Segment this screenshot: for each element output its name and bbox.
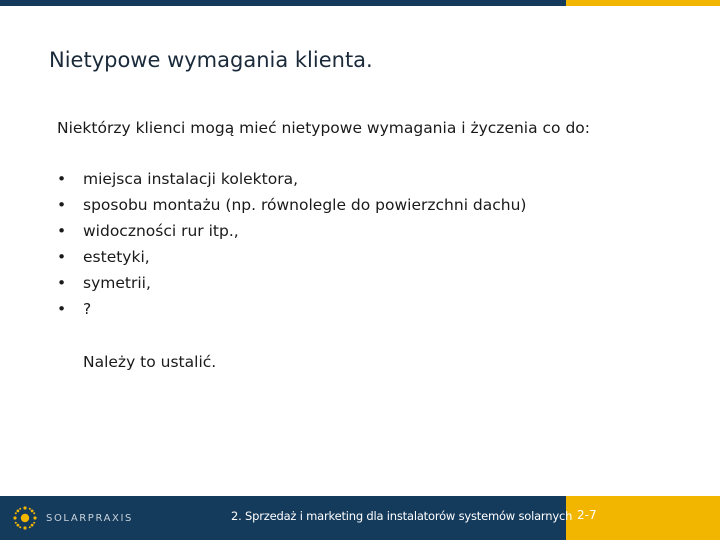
bullet-dot: • <box>57 170 67 188</box>
note-text: Należy to ustalić. <box>83 353 217 371</box>
footer-caption: 2. Sprzedaż i marketing dla instalatorów systemów solarnych <box>231 509 573 523</box>
logo-text: SOLARPRAXIS <box>46 512 133 524</box>
slide-title: Nietypowe wymagania klienta. <box>49 48 373 72</box>
bullet-text: estetyki, <box>83 248 150 266</box>
page-number: 2-7 <box>577 508 597 522</box>
bullet-text: widoczności rur itp., <box>83 222 239 240</box>
intro-text: Niektórzy klienci mogą mieć nietypowe wymagania i życzenia co do: <box>57 119 591 137</box>
footer-bar <box>0 496 720 540</box>
bullet-text: symetrii, <box>83 274 151 292</box>
bullet-dot: • <box>57 300 67 318</box>
top-bar-gold <box>566 0 720 6</box>
bullet-text: ? <box>83 300 92 318</box>
bullet-text: sposobu montażu (np. równolegle do powierzchni dachu) <box>83 196 527 214</box>
top-accent-bar <box>0 0 720 6</box>
sun-icon <box>12 505 38 531</box>
solarpraxis-logo <box>12 505 133 531</box>
bullet-text: miejsca instalacji kolektora, <box>83 170 299 188</box>
bullet-dot: • <box>57 196 67 214</box>
bullet-dot: • <box>57 248 67 266</box>
bullet-dot: • <box>57 222 67 240</box>
top-bar-navy <box>0 0 566 6</box>
bullet-dot: • <box>57 274 67 292</box>
